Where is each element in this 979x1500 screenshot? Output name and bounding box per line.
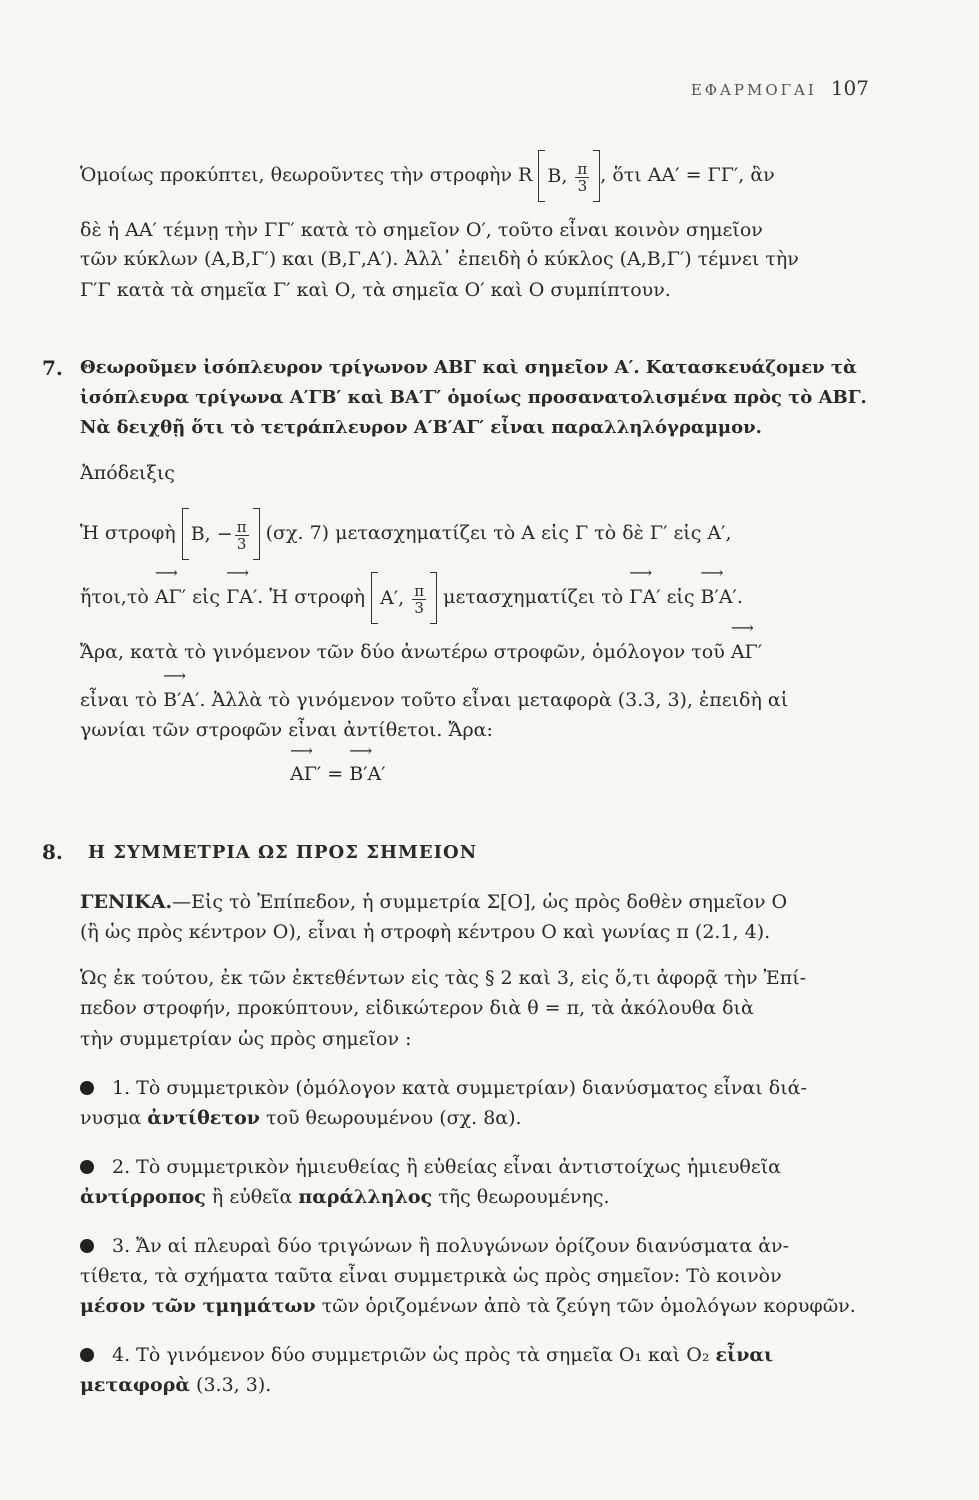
r2-mid3: εἰς xyxy=(666,586,695,608)
rotation-bracket xyxy=(538,150,600,202)
i4-b: εἶναι xyxy=(715,1344,774,1366)
rotation-point: Β, xyxy=(190,523,211,545)
running-title: ΕΦΑΡΜΟΓΑΙ xyxy=(690,81,817,99)
p1-line-2: δὲ ἡ ΑΑ′ τέμνῃ τὴν ΓΓ′ κατὰ τὸ σημεῖον Ο′, τοῦτο εἶναι κοινὸν σημεῖον xyxy=(80,219,763,241)
p1-line-3: τῶν κύκλων (Α,Β,Γ′) και (Β,Γ,Α′). Ἀλλ᾽ ἐπειδὴ ὁ κύκλος (Α,Β,Γ′) τέμνει τὴν xyxy=(80,248,799,270)
item-2-line-2 xyxy=(80,1185,870,1209)
rotation-point: Α′, xyxy=(380,587,405,609)
s7-statement-3: Νὰ δειχθῇ ὅτι τὸ τετράπλευρον Α′Β′ΑΓ′ εἶναι παραλληλόγραμμον. xyxy=(80,417,762,438)
i3-b: τῶν ὁριζομένων ἀπὸ τὰ ζεύγη τῶν ὁμολόγων κορυφῶν. xyxy=(321,1295,856,1317)
p1-text: Ὁμοίως προκύπτει, θεωροῦντες τὴν στροφὴν R xyxy=(80,164,533,186)
frac-num: π xyxy=(577,159,588,178)
s7-proof-line-5: γωνίαι τῶν στροφῶν εἶναι ἀντίθετοι. Ἄρα: xyxy=(80,719,493,741)
fraction xyxy=(412,583,426,616)
r4-pre: εἶναι τὸ xyxy=(80,689,158,711)
fraction xyxy=(235,519,249,552)
vector: ⟶ Β′Α′ xyxy=(163,688,199,712)
proof-label: Ἀπόδειξις xyxy=(80,462,175,484)
r2-post: μετασχηματίζει τὸ xyxy=(443,586,624,608)
item-2-line-1: 2. Τὸ συμμετρικὸν ἡμιευθείας ἢ εὐθείας εἶναι ἀντιστοίχως ἡμιευθεῖα xyxy=(112,1156,781,1178)
vector: ⟶ ΑΓ′ xyxy=(731,640,762,664)
s8-p2-line-2: πεδον στροφήν, προκύπτουν, εἰδικώτερον διὰ θ = π, τὰ ἀκόλουθα διὰ xyxy=(80,997,754,1019)
r1-pre: Ἡ στροφὴ xyxy=(80,522,176,544)
item-3-line-2: τίθετα, τὰ σχήματα ταῦτα εἶναι συμμετρικὰ ὡς πρὸς σημεῖον: Τὸ κοινὸν xyxy=(80,1265,782,1287)
general-text: —Εἰς τὸ Ἐπίπεδον, ἡ συμμετρία Σ[Ο], ὡς πρὸς δοθὲν σημεῖον Ο xyxy=(172,891,788,913)
item-3-line-1: 3. Ἄν αἱ πλευραὶ δύο τριγώνων ἢ πολυγώνων ὁρίζουν διανύσματα ἀν- xyxy=(112,1235,790,1257)
s7-proof-line-3 xyxy=(80,640,870,664)
frac-den: 3 xyxy=(577,176,588,195)
r2-mid2: . Ἡ στροφὴ xyxy=(257,586,366,608)
bullet-icon xyxy=(80,1081,94,1095)
i4-a: 4. Τὸ γινόμενον δύο συμμετριῶν ὡς πρὸς τὰ σημεῖα Ο₁ καὶ Ο₂ xyxy=(112,1344,710,1366)
rotation-bracket xyxy=(182,508,260,560)
frac-num: π xyxy=(414,581,425,600)
p1-line-1 xyxy=(80,150,870,202)
page-number: 107 xyxy=(830,76,869,100)
vector: ⟶ ΑΓ′ xyxy=(290,763,321,785)
equals-sign: = xyxy=(327,763,344,785)
r1-post: (σχ. 7) μετασχηματίζει τὸ Α εἰς Γ τὸ δὲ Γ′ εἰς Α′, xyxy=(265,522,732,544)
section-8-number: 8. xyxy=(42,840,63,864)
vector: ⟶ Β′Α′ xyxy=(349,763,385,785)
s8-p2-line-1: Ὡς ἐκ τούτου, ἐκ τῶν ἐκτεθέντων εἰς τὰς § 2 καὶ 3, εἰς ὅ,τι ἀφορᾷ τὴν Ἐπί- xyxy=(80,967,807,989)
i2-b: ἢ εὐθεῖα xyxy=(211,1186,293,1208)
vector: ⟶ ΓΑ′ xyxy=(629,585,660,609)
r2-mid: εἰς xyxy=(192,586,221,608)
i1-a: νυσμα xyxy=(80,1107,142,1129)
p1-post: , ὅτι ΑΑ′ = ΓΓ′, ἂν xyxy=(600,164,775,186)
minus-sign: − xyxy=(216,523,233,545)
bullet-icon xyxy=(80,1239,94,1253)
i1-b: ἀντίθετον xyxy=(147,1107,260,1129)
s8-p2-line-3: τὴν συμμετρίαν ὡς πρὸς σημεῖον : xyxy=(80,1028,412,1050)
item-3-line-3 xyxy=(80,1294,870,1318)
vector: ⟶ ΓΑ′ xyxy=(226,585,257,609)
i4-d: (3.3, 3). xyxy=(196,1374,272,1396)
s7-proof-line-2: ἤτοι,τὸ ⟶ ΑΓ′ εἰς ⟶ ΓΑ′. Ἡ στροφὴ Α′, $\frac{\pi}{3}$ μετασχηματίζει τὸ ⟶ ΓΑ′ εἰς ⟶ Β′Α′. xyxy=(80,572,870,624)
vector: ⟶ ΑΓ′ xyxy=(155,585,186,609)
i2-d: τῆς θεωρουμένης. xyxy=(438,1186,610,1208)
i4-c: μεταφορὰ xyxy=(80,1374,190,1396)
r4-post: . Ἀλλὰ τὸ γινόμενον τοῦτο εἶναι μεταφορὰ (3.3, 3), ἐπειδὴ αἱ xyxy=(199,689,789,711)
vector: ⟶ Β′Α′ xyxy=(701,585,737,609)
s7-statement-2: ἰσόπλευρα τρίγωνα Α′ΓΒ′ καὶ ΒΑ′Γ′ ὁμοίως προσανατολισμένα πρὸς τὸ ΑΒΓ. xyxy=(80,387,867,408)
item-4-line-1 xyxy=(112,1343,902,1367)
bullet-icon xyxy=(80,1348,94,1362)
general-label: ΓΕΝΙΚΑ. xyxy=(80,891,173,913)
s7-statement-1: Θεωροῦμεν ἰσόπλευρον τρίγωνον ΑΒΓ καὶ σημεῖον Α′. Κατασκευάζομεν τὰ xyxy=(80,357,857,378)
s8-general-line-2: (ἢ ὡς πρὸς κέντρον Ο), εἶναι ἡ στροφὴ κέντρου Ο καὶ γωνίας π (2.1, 4). xyxy=(80,921,771,943)
s7-proof-line-1 xyxy=(80,508,870,560)
item-1-line-1: 1. Τὸ συμμετρικὸν (ὁμόλογον κατὰ συμμετρίαν) διανύσματος εἶναι διά- xyxy=(112,1077,807,1099)
frac-den: 3 xyxy=(236,534,247,553)
i2-a: ἀντίρροπος xyxy=(80,1186,206,1208)
section-7-number: 7. xyxy=(42,356,63,380)
p1-line-4: Γ′Γ κατὰ τὰ σημεῖα Γ′ καὶ Ο, τὰ σημεῖα Ο′ καὶ Ο συμπίπτουν. xyxy=(80,279,671,301)
s8-general-line-1 xyxy=(80,890,870,914)
i2-c: παράλληλος xyxy=(298,1186,433,1208)
conclusion-equation xyxy=(290,763,386,785)
running-header xyxy=(691,76,869,100)
item-4-line-2 xyxy=(80,1373,870,1397)
i1-c: τοῦ θεωρουμένου (σχ. 8α). xyxy=(266,1107,522,1129)
r3-pre: Ἄρα, κατὰ τὸ γινόμενον τῶν δύο ἀνωτέρω στροφῶν, ὁμόλογον τοῦ xyxy=(80,641,725,663)
bullet-icon xyxy=(80,1160,94,1174)
item-1-line-2 xyxy=(80,1106,870,1130)
fraction xyxy=(575,161,589,194)
s7-proof-line-4 xyxy=(80,688,870,712)
frac-den: 3 xyxy=(414,598,424,617)
rotation-point: B, xyxy=(547,165,568,187)
frac-num: π xyxy=(236,517,247,536)
section-8-title: Η ΣΥΜΜΕΤΡΙΑ ΩΣ ΠΡΟΣ ΣΗΜΕΙΟΝ xyxy=(88,842,478,863)
r2-pre: ἤτοι,τὸ xyxy=(80,586,149,608)
rotation-bracket xyxy=(371,572,437,624)
i3-a: μέσον τῶν τμημάτων xyxy=(80,1295,316,1317)
